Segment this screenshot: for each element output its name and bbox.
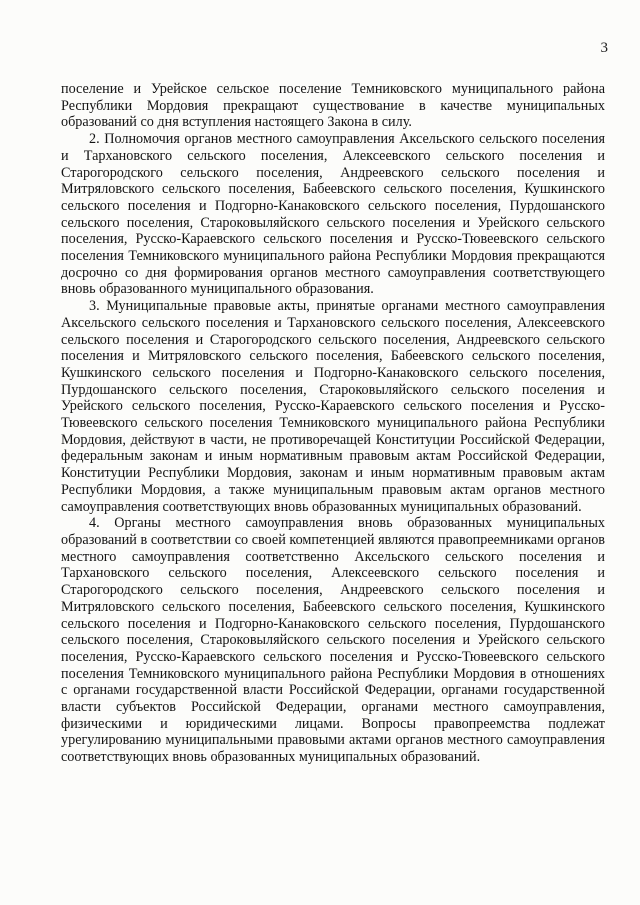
paragraph-4: 4. Органы местного самоуправления вновь образованных муниципальных образований в соответствии со своей компетенцией являются правопреемниками органов местного самоуправления соответственно Аксельского сельского поселения и Тархановского сельского поселения, Алексеевского сельского поселения и Старогородского сельского поселения, Андреевского сельского поселения и Митряловского сельского поселения, Бабеевского сельского поселения, Кушкинского сельского поселения и Подгорно-Канаковского сельского поселения, Пурдошанского сельского поселения, Староковыляйского сельского поселения и Урейского сельского поселения, Русско-Караевского сельского поселения и Русско-Тювеевского сельского поселения Темниковского муниципального района Республики Мордовия в отношениях с органами государственной власти Российской Федерации, органами государственной власти субъектов Российской Федерации, органами местного самоуправления, физическими и юридическими лицами. Вопросы правопреемства подлежат урегулированию муниципальными правовыми актами органов местного самоуправления соответствующих вновь образованных муниципальных образований. <box>61 515 605 766</box>
document-body <box>61 81 605 766</box>
page-number: 3 <box>600 40 608 56</box>
paragraph-continuation: поселение и Урейское сельское поселение Темниковского муниципального района Республики Мордовия прекращают существование в качестве муниципальных образований со дня вступления настоящего Закона в силу. <box>61 81 605 131</box>
paragraph-2: 2. Полномочия органов местного самоуправления Аксельского сельского поселения и Тархановского сельского поселения, Алексеевского сельского поселения и Старогородского сельского поселения, Андреевского сельского поселения и Митряловского сельского поселения, Бабеевского сельского поселения, Кушкинского сельского поселения и Подгорно-Канаковского сельского поселения, Пурдошанского сельского поселения, Староковыляйского сельского поселения и Урейского сельского поселения, Русско-Караевского сельского поселения и Русско-Тювеевского сельского поселения Темниковского муниципального района Республики Мордовия прекращаются досрочно со дня формирования органов местного самоуправления соответствующего вновь образованного муниципального образования. <box>61 131 605 298</box>
paragraph-3: 3. Муниципальные правовые акты, принятые органами местного самоуправления Аксельского сельского поселения и Тархановского сельского поселения, Алексеевского сельского поселения и Старогородского сельского поселения, Андреевского сельского поселения и Митряловского сельского поселения, Бабеевского сельского поселения, Кушкинского сельского поселения и Подгорно-Канаковского сельского поселения, Пурдошанского сельского поселения, Староковыляйского сельского поселения и Урейского сельского поселения, Русско-Караевского сельского поселения и Русско-Тювеевского сельского поселения Темниковского муниципального района Республики Мордовия, действуют в части, не противоречащей Конституции Российской Федерации, федеральным законам и иным нормативным правовым актам Российской Федерации, Конституции Республики Мордовия, законам и иным нормативным правовым актам Республики Мордовия, а также муниципальным правовым актам органов местного самоуправления соответствующих вновь образованных муниципальных образований. <box>61 298 605 515</box>
